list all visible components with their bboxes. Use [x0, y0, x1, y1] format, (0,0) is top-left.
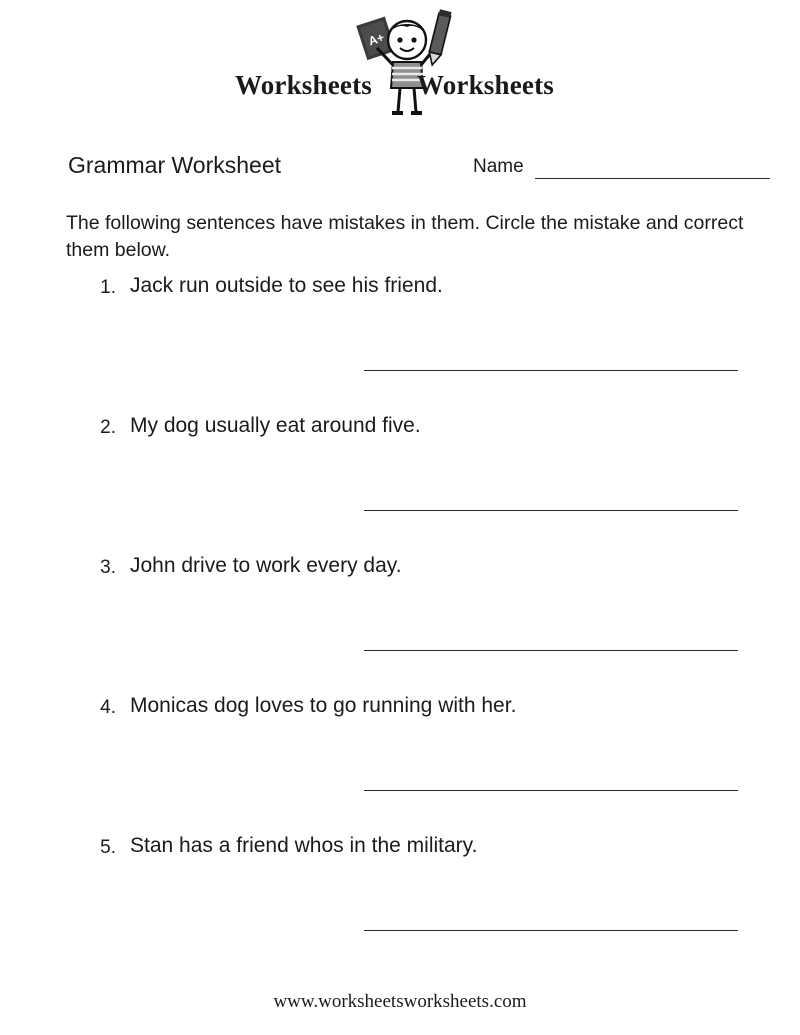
- question-text: John drive to work every day.: [130, 554, 402, 577]
- title-row: [68, 152, 774, 188]
- question-item: [66, 554, 772, 694]
- question-item: [66, 274, 772, 414]
- question-text: Jack run outside to see his friend.: [130, 274, 443, 297]
- site-logo: [0, 8, 800, 126]
- question-text: My dog usually eat around five.: [130, 414, 421, 437]
- logo-word-left: Worksheets: [235, 70, 372, 100]
- name-input-line[interactable]: [535, 178, 770, 179]
- question-number: 3.: [100, 557, 116, 578]
- name-label: Name: [473, 156, 524, 177]
- child-with-pencil-and-book-icon: [343, 8, 461, 126]
- question-item: [66, 414, 772, 554]
- answer-line[interactable]: [364, 650, 738, 651]
- answer-line[interactable]: [364, 370, 738, 371]
- question-number: 2.: [100, 417, 116, 438]
- question-item: [66, 834, 772, 974]
- question-text: Monicas dog loves to go running with her.: [130, 694, 517, 717]
- question-item: [66, 694, 772, 834]
- instructions-text: The following sentences have mistakes in them. Circle the mistake and correct them below.: [66, 212, 744, 261]
- questions-list: [66, 274, 772, 974]
- logo-word-right: Worksheets: [417, 70, 554, 100]
- question-number: 5.: [100, 837, 116, 858]
- answer-line[interactable]: [364, 930, 738, 931]
- page-title: Grammar Worksheet: [68, 152, 282, 178]
- question-number: 4.: [100, 697, 116, 718]
- logo-inner: [235, 8, 565, 126]
- svg-text:A+: A+: [366, 30, 386, 49]
- footer-url: www.worksheetsworksheets.com: [273, 991, 527, 1012]
- answer-line[interactable]: [364, 790, 738, 791]
- answer-line[interactable]: [364, 510, 738, 511]
- question-number: 1.: [100, 277, 116, 298]
- question-text: Stan has a friend whos in the military.: [130, 834, 478, 857]
